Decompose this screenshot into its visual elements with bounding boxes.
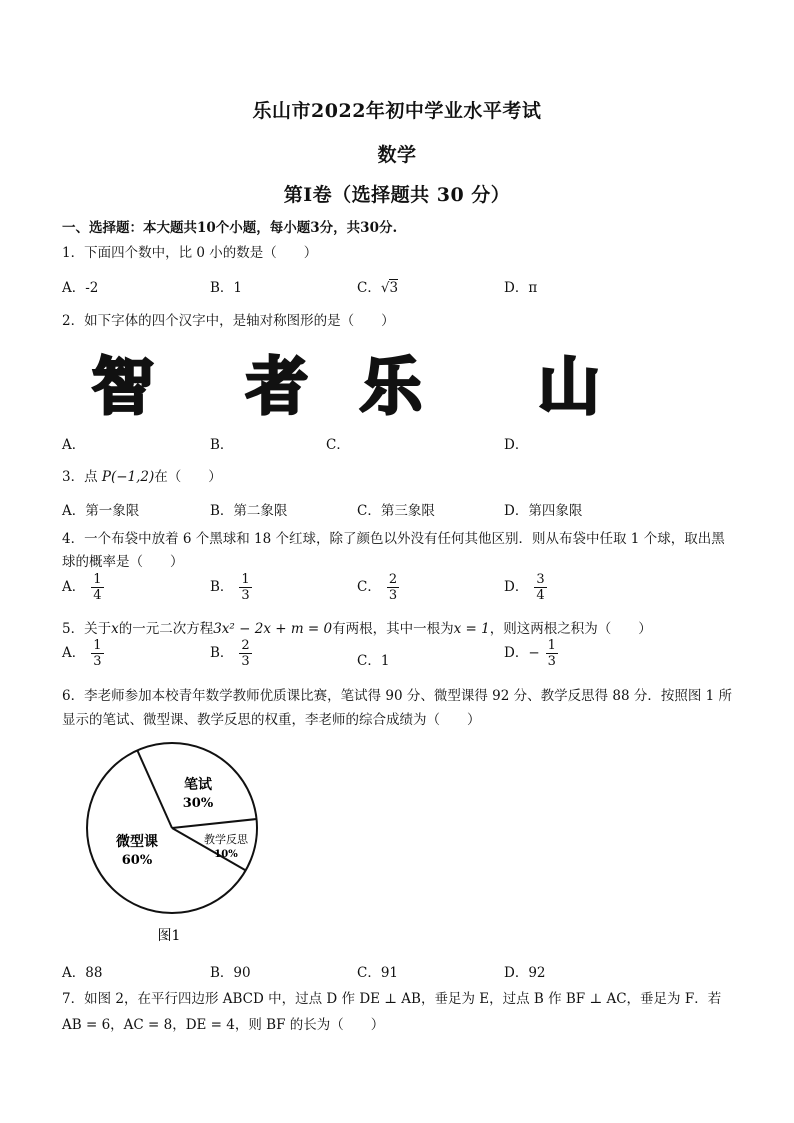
numerator: 3 <box>536 572 545 587</box>
fraction <box>91 638 103 669</box>
q5-option-b-label: B． <box>210 645 234 661</box>
pie-label-weixingke: 微型课 <box>116 834 158 850</box>
figure-caption: 图1 <box>157 928 181 944</box>
q3-option-b: B．第二象限 <box>210 503 288 519</box>
q7-line1: 7．如图 2，在平行四边形 ABCD 中，过点 D 作 DE ⊥ AB，垂足为 E，过点 B 作 BF ⊥ AC，垂足为 F．若 <box>62 991 722 1007</box>
q1-stem: 1．下面四个数中，比 0 小的数是（ ） <box>62 245 318 261</box>
numerator: 2 <box>241 638 250 653</box>
q6-line2: 显示的笔试、微型课、教学反思的权重，李老师的综合成绩为（ ） <box>62 712 481 728</box>
q6-option-d: D．92 <box>504 965 546 981</box>
denominator: 3 <box>93 654 102 669</box>
q2-option-b: B． <box>210 437 234 453</box>
q5-option-c: C．1 <box>357 653 390 669</box>
q5-stem-d: ，则这两根之积为（ ） <box>489 621 652 637</box>
section-heading: 一、选择题：本大题共10个小题，每小题3分，共30分. <box>62 220 398 236</box>
q1-option-a: A．-2 <box>62 280 99 296</box>
q3-stem-prefix: 3．点 <box>62 469 98 485</box>
sqrt-radicand: 3 <box>389 280 399 296</box>
q1-option-b: B．1 <box>210 280 243 296</box>
pie-chart <box>75 730 305 955</box>
q1-option-c-label: C． <box>357 280 381 296</box>
pie-value-fansi: 10% <box>214 849 238 860</box>
q4-option-b <box>210 572 252 603</box>
q6-option-c: C．91 <box>357 965 399 981</box>
glyph-zhe: 者 <box>246 350 309 423</box>
q3-option-a: A．第一象限 <box>62 503 140 519</box>
fraction <box>239 638 251 669</box>
numerator: 1 <box>241 572 250 587</box>
q3-stem <box>62 465 222 485</box>
numerator: 1 <box>547 638 556 653</box>
q6-line1: 6．李老师参加本校青年数学教师优质课比赛，笔试得 90 分、微型课得 92 分、教学反思得 88 分．按照图 1 所 <box>62 688 733 704</box>
denominator: 4 <box>536 588 545 603</box>
q2-option-a: A． <box>62 437 86 453</box>
pie-value-weixingke: 60% <box>121 853 153 868</box>
q4-line2: 球的概率是（ ） <box>62 554 184 570</box>
q5-option-b <box>210 638 252 669</box>
glyph-le: 乐 <box>360 350 423 423</box>
q6-option-a: A．88 <box>62 965 103 981</box>
q4-option-b-label: B． <box>210 579 234 595</box>
q4-option-a <box>62 572 104 603</box>
denominator: 3 <box>241 588 250 603</box>
q7-line2: AB = 6，AC = 8，DE = 4，则 BF 的长为（ ） <box>62 1017 385 1033</box>
q5-stem-c: 有两根，其中一根为 <box>332 621 454 637</box>
fraction <box>91 572 103 603</box>
q4-option-d-label: D． <box>504 579 529 595</box>
pie-label-bishi: 笔试 <box>184 777 212 793</box>
fraction <box>387 572 399 603</box>
sqrt-sign: √ <box>380 280 390 296</box>
pie-label-fansi: 教学反思 <box>204 833 248 846</box>
q4-option-d <box>504 572 547 603</box>
fraction <box>239 572 251 603</box>
q3-option-d: D．第四象限 <box>504 503 583 519</box>
denominator: 3 <box>241 654 250 669</box>
denominator: 3 <box>547 654 556 669</box>
numerator: 1 <box>93 572 102 587</box>
q6-option-b: B．90 <box>210 965 251 981</box>
q5-stem-b: 的一元二次方程 <box>118 621 214 637</box>
q1-option-d: D．π <box>504 280 538 296</box>
q5-root: x = 1 <box>453 621 490 637</box>
q3-point: P(−1,2) <box>101 469 155 485</box>
glyph-zhi: 智 <box>92 350 155 423</box>
q2-option-c: C． <box>326 437 350 453</box>
numerator: 1 <box>93 638 102 653</box>
q5-stem-a: 5．关于 <box>62 621 112 637</box>
fraction <box>534 572 546 603</box>
q5-option-d <box>504 638 558 669</box>
fraction <box>546 638 558 669</box>
q4-line1: 4．一个布袋中放着 6 个黑球和 18 个红球，除了颜色以外没有任何其他区别．则从布袋中任取 1 个球，取出黑 <box>62 531 725 547</box>
q4-option-c-label: C． <box>357 579 381 595</box>
q5-option-a-label: A． <box>62 645 86 661</box>
q5-option-a <box>62 638 104 669</box>
glyph-shan: 山 <box>538 350 601 423</box>
denominator: 4 <box>93 588 102 603</box>
q5-equation: 3x² − 2x + m = 0 <box>213 621 333 637</box>
q2-option-d: D． <box>504 437 529 453</box>
q5-stem <box>62 617 652 637</box>
q3-stem-suffix: 在（ ） <box>154 469 222 485</box>
q2-stem: 2．如下字体的四个汉字中，是轴对称图形的是（ ） <box>62 313 395 329</box>
subject-title: 数学 <box>377 144 417 166</box>
part-title: 第Ⅰ卷（选择题共 30 分） <box>283 184 511 206</box>
numerator: 2 <box>388 572 398 587</box>
q4-option-a-label: A． <box>62 579 86 595</box>
q5-var-x: x <box>111 621 119 637</box>
q5-option-d-label: D．− <box>504 645 540 661</box>
q3-option-c: C．第三象限 <box>357 503 435 519</box>
q1-option-c <box>357 276 398 296</box>
denominator: 3 <box>388 588 398 603</box>
exam-title: 乐山市2022年初中学业水平考试 <box>252 100 542 122</box>
q4-option-c <box>357 572 399 603</box>
pie-value-bishi: 30% <box>182 796 214 811</box>
